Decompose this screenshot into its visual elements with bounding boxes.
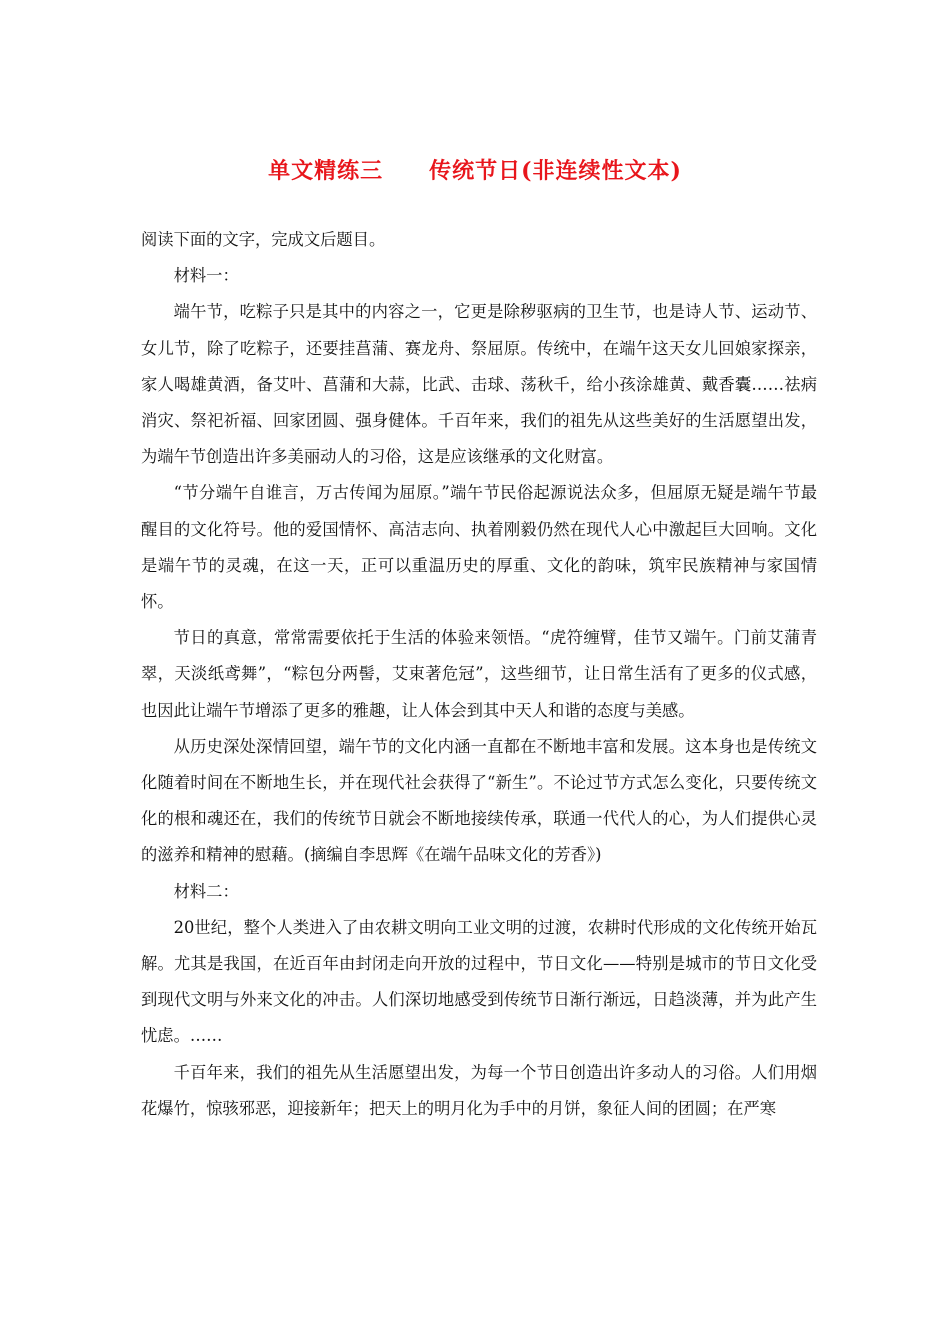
material-one-paragraph: 端午节，吃粽子只是其中的内容之一，它更是除秽驱病的卫生节，也是诗人节、运动节、女儿节，除了吃粽子，还要挂菖蒲、赛龙舟、祭屈原。传统中，在端午这天女儿回娘家探亲，家人喝雄黄酒，备艾叶、菖蒲和大蒜，比武、击球、荡秋千，给小孩涂雄黄、戴香囊……祛病消灾、祭祀祈福、回家团圆、强身健体。千百年来，我们的祖先从这些美好的生活愿望出发，为端午节创造出许多美丽动人的习俗，这是应该继承的文化财富。 — [141, 302, 817, 467]
material-one-heading: 材料一： — [173, 266, 239, 286]
material-two-heading: 材料二： — [173, 881, 239, 901]
material-one-paragraph: 从历史深处深情回望，端午节的文化内涵一直都在不断地丰富和发展。这本身也是传统文化随着时间在不断地生长，并在现代社会获得了“新生”。不论过节方式怎么变化，只要传统文化的根和魂还在，我们的传统节日就会不断地接续传承，联通一代代人的心，为人们提供心灵的滋养和精神的慰藉。(摘编自李思辉《在端午品味文化的芳香》) — [141, 736, 817, 865]
document-title: 单文精练三 传统节日(非连续性文本) — [268, 158, 682, 184]
material-two-paragraph: 千百年来，我们的祖先从生活愿望出发，为每一个节日创造出许多动人的习俗。人们用烟花爆竹，惊骇邪恶，迎接新年；把天上的明月化为手中的月饼，象征人间的团圆；在严寒 — [141, 1062, 817, 1118]
document-body — [141, 222, 817, 1127]
material-one-paragraph: 节日的真意，常常需要依托于生活的体验来领悟。“虎符缠臂，佳节又端午。门前艾蒲青翠，天淡纸鸢舞”，“粽包分两髻，艾束著危冠”，这些细节，让日常生活有了更多的仪式感，也因此让端午节增添了更多的雅趣，让人体会到其中天人和谐的态度与美感。 — [141, 628, 817, 720]
material-two-paragraph: 20世纪，整个人类进入了由农耕文明向工业文明的过渡，农耕时代形成的文化传统开始瓦解。尤其是我国，在近百年由封闭走向开放的过程中，节日文化——特别是城市的节日文化受到现代文明与外来文化的冲击。人们深切地感受到传统节日渐行渐远，日趋淡薄，并为此产生忧虑。…… — [141, 917, 817, 1046]
material-one-paragraph: “节分端午自谁言，万古传闻为屈原。”端午节民俗起源说法众多，但屈原无疑是端午节最醒目的文化符号。他的爱国情怀、高洁志向、执着刚毅仍然在现代人心中激起巨大回响。文化是端午节的灵魂，在这一天，正可以重温历史的厚重、文化的韵味，筑牢民族精神与家国情怀。 — [141, 483, 817, 612]
reading-instruction: 阅读下面的文字，完成文后题目。 — [141, 230, 386, 249]
